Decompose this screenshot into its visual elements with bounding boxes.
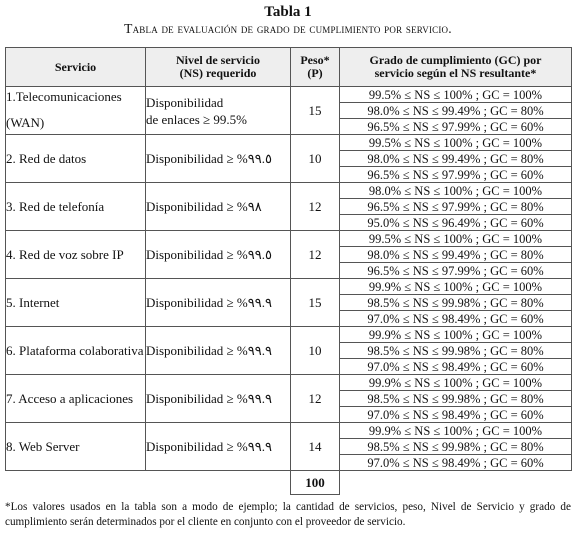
- table-row: [6, 423, 572, 439]
- header-peso-line1: Peso*: [300, 53, 330, 67]
- table-row: [6, 183, 572, 199]
- footnote: *Los valores usados en la tabla son a modo de ejemplo; la cantidad de servicios, peso, Nivel de Servicio y grado de cumplimiento serán determinados por el cliente en conjunto con el proveedor de servicio.: [5, 501, 571, 528]
- peso-cell: 12: [291, 231, 340, 279]
- gc-cell: 96.5% ≤ NS ≤ 97.99% ; GC = 60%: [340, 167, 572, 183]
- gc-cell: 99.9% ≤ NS ≤ 100% ; GC = 100%: [340, 327, 572, 343]
- servicio-cell: 4. Red de voz sobre IP: [6, 231, 146, 279]
- table-row: [6, 327, 572, 343]
- gc-cell: 98.5% ≤ NS ≤ 99.98% ; GC = 80%: [340, 439, 572, 455]
- table-header-row: [6, 48, 572, 87]
- peso-cell: 12: [291, 375, 340, 423]
- gc-cell: 99.5% ≤ NS ≤ 100% ; GC = 100%: [340, 231, 572, 247]
- gc-cell: 99.9% ≤ NS ≤ 100% ; GC = 100%: [340, 279, 572, 295]
- gc-cell: 99.5% ≤ NS ≤ 100% ; GC = 100%: [340, 135, 572, 151]
- header-nivel-servicio: [146, 48, 291, 87]
- total-peso-cell: 100: [291, 471, 340, 495]
- gc-cell: 97.0% ≤ NS ≤ 98.49% ; GC = 60%: [340, 359, 572, 375]
- gc-cell: 96.5% ≤ NS ≤ 97.99% ; GC = 80%: [340, 199, 572, 215]
- header-peso-line2: (P): [307, 66, 323, 80]
- header-servicio: Servicio: [6, 48, 146, 87]
- nivel-servicio-cell: Disponibilidad ≥ %٩٩.٩: [146, 423, 291, 471]
- header-ns-line1: Nivel de servicio: [176, 53, 260, 67]
- nivel-servicio-cell: Disponibilidad ≥ %٩٩.٩: [146, 279, 291, 327]
- servicio-cell: [6, 87, 146, 135]
- gc-cell: 97.0% ≤ NS ≤ 98.49% ; GC = 60%: [340, 407, 572, 423]
- evaluation-table: [5, 47, 572, 495]
- nivel-servicio-cell: Disponibilidad ≥ %٩٩.٥: [146, 231, 291, 279]
- servicio-cell: 7. Acceso a aplicaciones: [6, 375, 146, 423]
- peso-cell: 15: [291, 87, 340, 135]
- peso-cell: 10: [291, 135, 340, 183]
- nivel-servicio-cell: Disponibilidad ≥ %٩٩.٩: [146, 327, 291, 375]
- gc-cell: 96.5% ≤ NS ≤ 97.99% ; GC = 60%: [340, 263, 572, 279]
- table-row: [6, 231, 572, 247]
- servicio-cell: 6. Plataforma colaborativa: [6, 327, 146, 375]
- header-gc-line2: servicio según el NS resultante*: [374, 66, 537, 80]
- peso-cell: 12: [291, 183, 340, 231]
- table-row: [6, 375, 572, 391]
- servicio-cell: 5. Internet: [6, 279, 146, 327]
- gc-cell: 95.0% ≤ NS ≤ 96.49% ; GC = 60%: [340, 215, 572, 231]
- nivel-servicio-cell: Disponibilidad ≥ %٩٨: [146, 183, 291, 231]
- header-ns-line2: (NS) requerido: [179, 66, 257, 80]
- ns-line2: de enlaces ≥ 99.5%: [146, 111, 247, 127]
- table-title: Tabla 1: [264, 4, 312, 20]
- gc-cell: 98.0% ≤ NS ≤ 100% ; GC = 100%: [340, 183, 572, 199]
- header-gc-line1: Grado de cumplimiento (GC) por: [369, 53, 542, 67]
- servicio-cell: 3. Red de telefonía: [6, 183, 146, 231]
- nivel-servicio-cell: [146, 87, 291, 135]
- total-row: [6, 471, 572, 495]
- table-subtitle: Tabla de evaluación de grado de cumplimiento por servicio.: [124, 21, 452, 36]
- servicio-cell: 2. Red de datos: [6, 135, 146, 183]
- header-peso: [291, 48, 340, 87]
- gc-cell: 99.9% ≤ NS ≤ 100% ; GC = 100%: [340, 423, 572, 439]
- ns-line1: Disponibilidad: [146, 94, 224, 110]
- gc-cell: 97.0% ≤ NS ≤ 98.49% ; GC = 60%: [340, 311, 572, 327]
- gc-cell: 98.0% ≤ NS ≤ 99.49% ; GC = 80%: [340, 151, 572, 167]
- total-spacer: [6, 471, 291, 495]
- gc-cell: 98.5% ≤ NS ≤ 99.98% ; GC = 80%: [340, 391, 572, 407]
- peso-cell: 10: [291, 327, 340, 375]
- total-spacer-right: [340, 471, 572, 495]
- servicio-line1: 1.Telecomunicaciones: [6, 89, 122, 104]
- gc-cell: 98.0% ≤ NS ≤ 99.49% ; GC = 80%: [340, 247, 572, 263]
- peso-cell: 15: [291, 279, 340, 327]
- table-row: [6, 87, 572, 103]
- gc-cell: 98.5% ≤ NS ≤ 99.98% ; GC = 80%: [340, 343, 572, 359]
- gc-cell: 98.0% ≤ NS ≤ 99.49% ; GC = 80%: [340, 103, 572, 119]
- peso-cell: 14: [291, 423, 340, 471]
- gc-cell: 99.5% ≤ NS ≤ 100% ; GC = 100%: [340, 87, 572, 103]
- gc-cell: 96.5% ≤ NS ≤ 97.99% ; GC = 60%: [340, 119, 572, 135]
- header-grado-cumplimiento: [340, 48, 572, 87]
- servicio-cell: 8. Web Server: [6, 423, 146, 471]
- gc-cell: 97.0% ≤ NS ≤ 98.49% ; GC = 60%: [340, 455, 572, 471]
- table-row: [6, 135, 572, 151]
- servicio-line2: (WAN): [6, 115, 45, 130]
- gc-cell: 98.5% ≤ NS ≤ 99.98% ; GC = 80%: [340, 295, 572, 311]
- nivel-servicio-cell: Disponibilidad ≥ %٩٩.٩: [146, 375, 291, 423]
- gc-cell: 99.9% ≤ NS ≤ 100% ; GC = 100%: [340, 375, 572, 391]
- nivel-servicio-cell: Disponibilidad ≥ %٩٩.٥: [146, 135, 291, 183]
- table-row: [6, 279, 572, 295]
